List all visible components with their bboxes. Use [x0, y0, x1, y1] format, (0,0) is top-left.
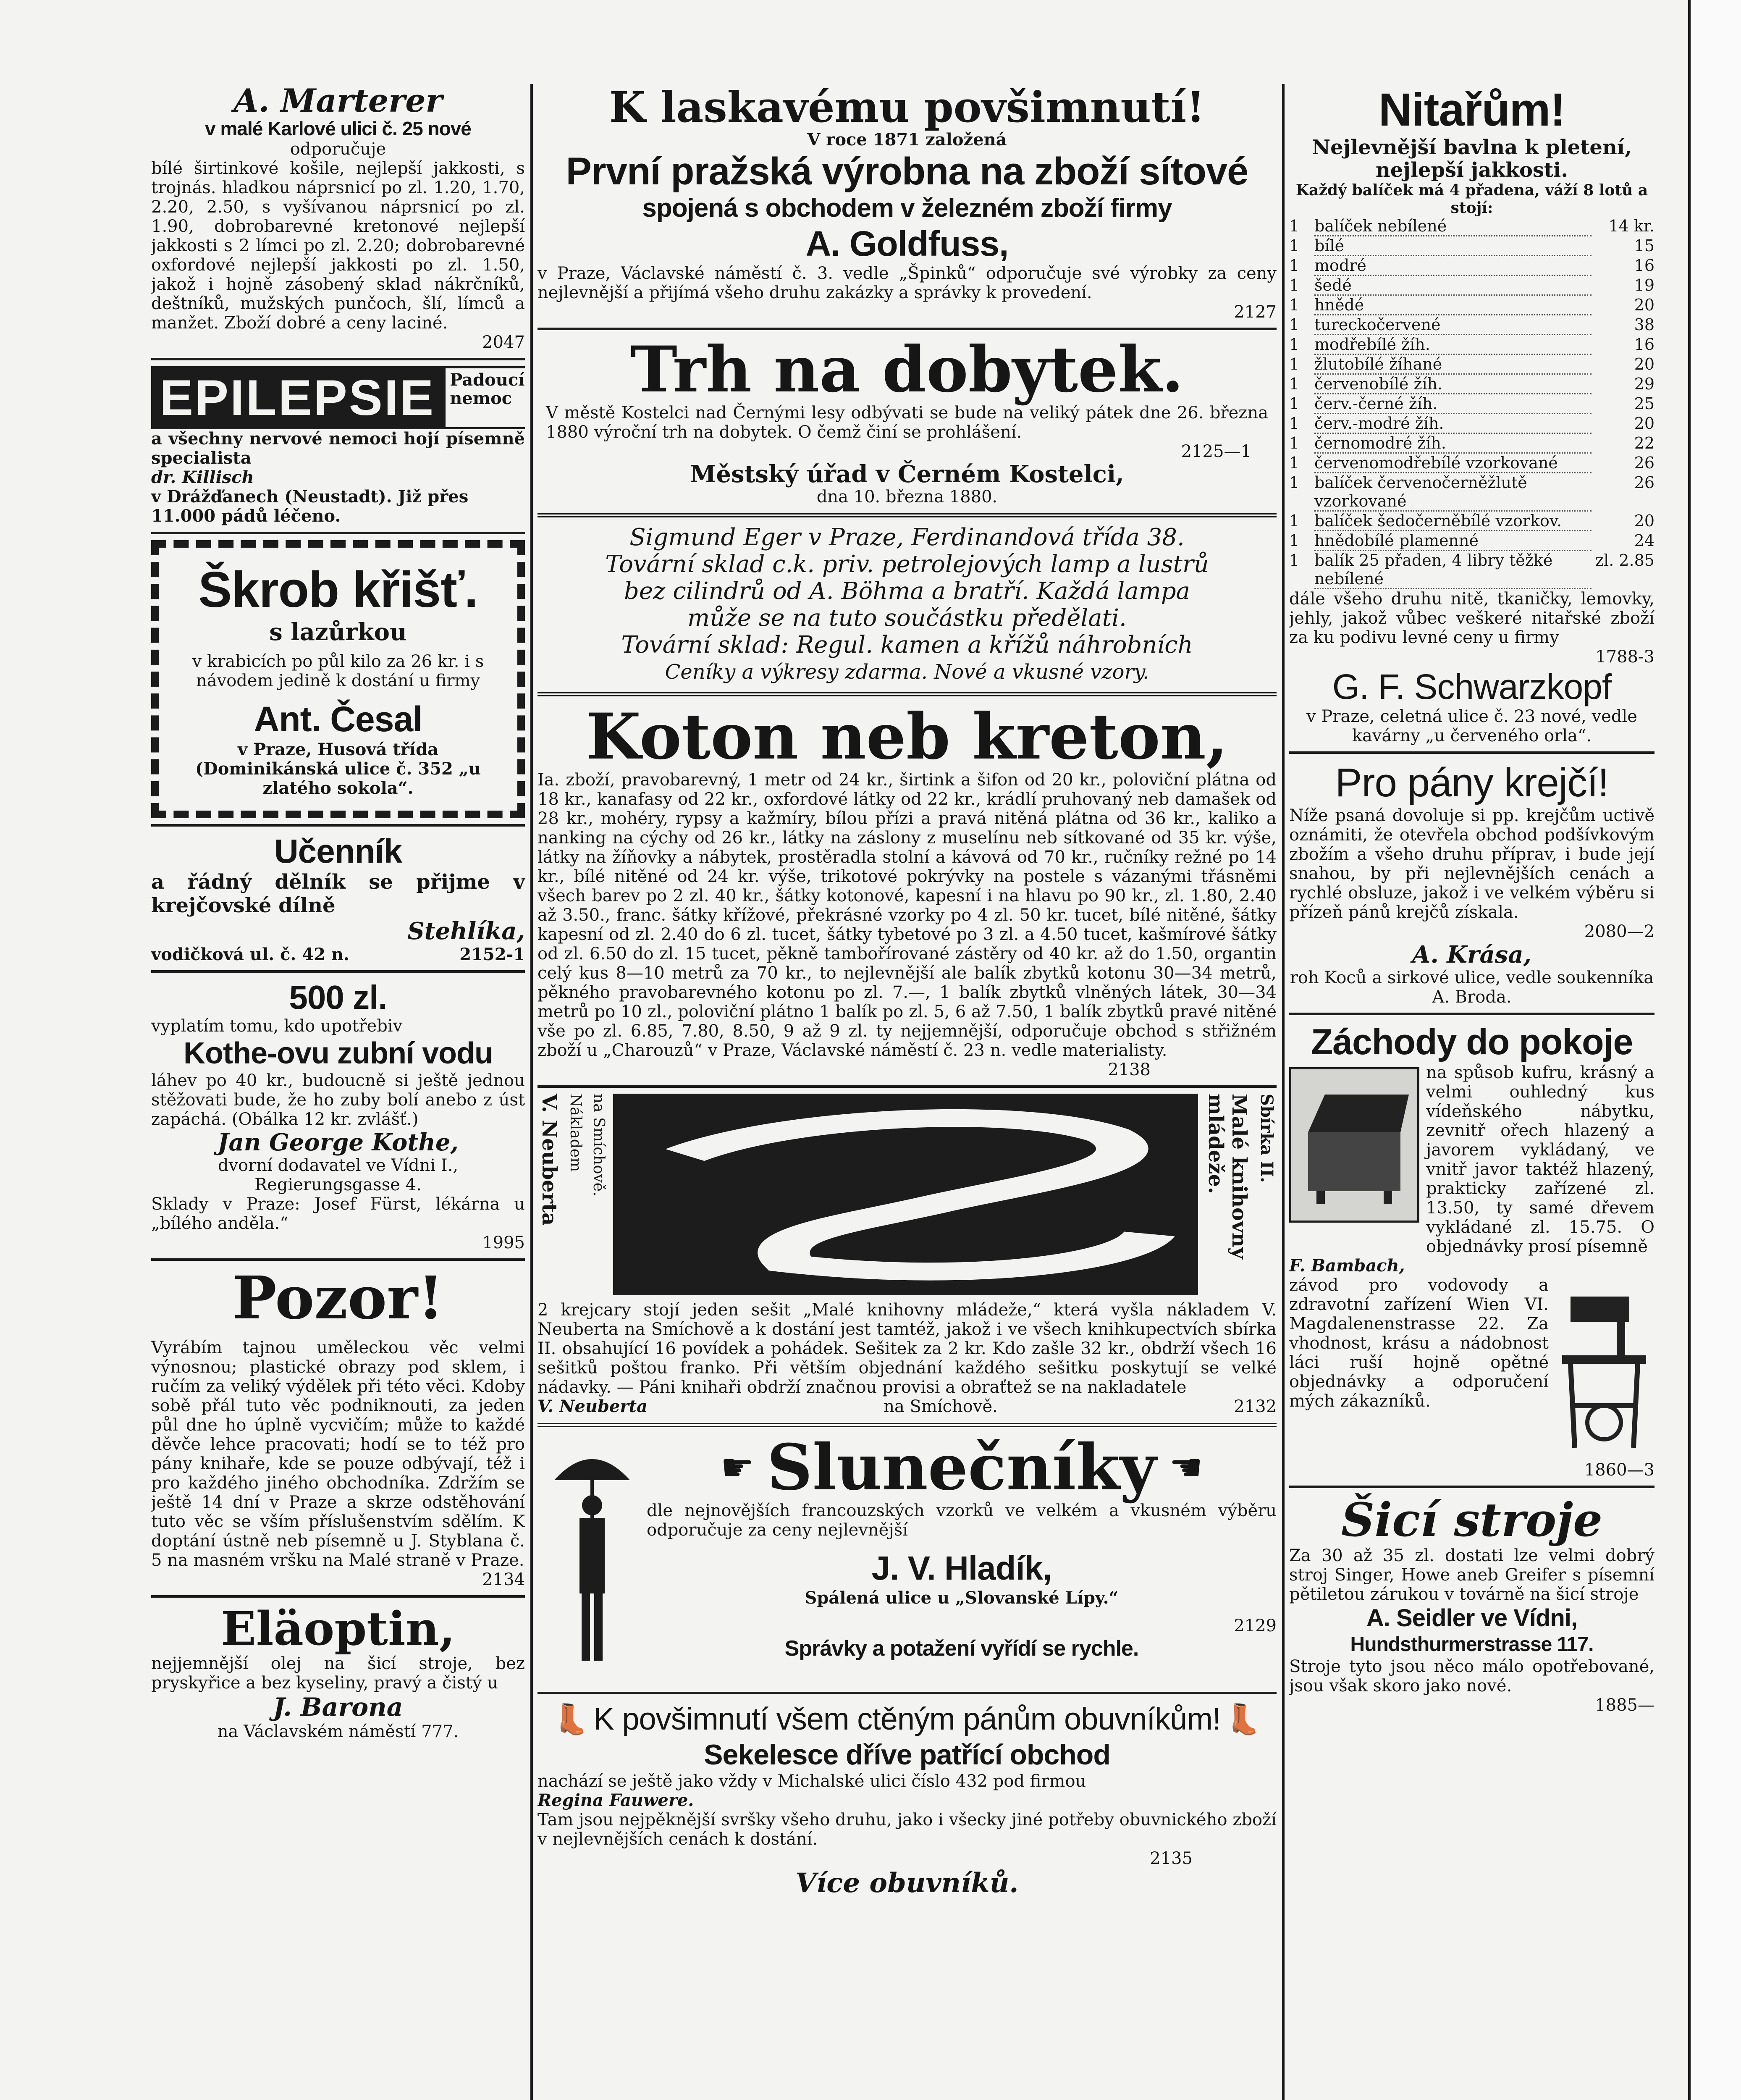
ad-body: a všechny nervové nemoci hojí písemně specialista	[151, 429, 525, 468]
ad-address: v Praze, celetná ulice č. 23 nové, vedle kavárny „u červeného orla“.	[1306, 707, 1637, 746]
divider	[151, 358, 525, 360]
ad-epilepsie	[151, 366, 525, 526]
ad-body: v krabicích po půl kilo za 26 kr. i s návodem jedině k dostání u firmy	[192, 652, 484, 690]
ad-title: Trh na dobytek.	[630, 333, 1184, 407]
ad-skrob	[151, 540, 525, 818]
price-qty: 1	[1289, 454, 1300, 472]
ad-neubert	[538, 1094, 1277, 1416]
price-row	[1289, 531, 1654, 551]
ad-body: Stroje tyto jsou něco málo opotřebované, jsou však skoro jako nové.	[1289, 1657, 1654, 1696]
price-row	[1289, 454, 1654, 473]
price-qty: 1	[1289, 296, 1300, 314]
ad-price: 500 zl.	[289, 979, 387, 1016]
price-qty: 1	[1289, 335, 1300, 354]
price-item: tureckočervené	[1314, 315, 1592, 335]
ad-line: může se na tuto součástku předělati.	[687, 604, 1127, 632]
ad-title: Eläoptin,	[220, 1601, 456, 1656]
ad-firm: Regina Fauwere.	[538, 1790, 694, 1810]
price-qty: 1	[1289, 434, 1300, 452]
ad-number: 1788-3	[1595, 647, 1654, 667]
ad-info: Každý balíček má 4 přadena, váží 8 lotů a stojí:	[1295, 181, 1648, 217]
price-item: bílé	[1314, 236, 1592, 256]
ad-subheadline: spojená s obchodem v železném zboží firmy	[642, 194, 1172, 223]
price-value: 20	[1634, 414, 1654, 433]
price-value: 20	[1634, 355, 1654, 373]
ad-body: láhev po 40 kr., budoucně si ještě jednou stěžovati bude, že ho zuby bolí anebo z úst zapáchá. (Obálka 12 kr. zvlášť.)	[151, 1071, 525, 1129]
ad-body: Vyrábím tajnou uměleckou věc velmi výnosnou; plastické obrazy pod sklem, i ručím za veliký výdělek při této věci. Kdoby sobě přál tuto věc podniknouti, za jeden půl dne ho úplně vycvičím; může to každé děvče lehce pracovati; hodí se to též pro pány knihaře, kde se pouze odbývají, též i pro každého jiného obchodníka. Zdržím se ještě 14 dní v Praze a skrze odstěhování tuto věc se vším příslušenstvím sdělím. K doptání ústně neb písemně u J. Styblana č. 5 na masném vršku na Malé straně v Praze.	[151, 1338, 525, 1570]
ad-title: Nitařům!	[1378, 84, 1565, 136]
column-rule	[530, 84, 533, 2100]
price-value: 20	[1634, 512, 1654, 530]
ad-obuv	[538, 1700, 1277, 1898]
ad-name: J. Barona	[273, 1693, 403, 1722]
ad-text: odporučuje	[290, 139, 386, 159]
column-left	[151, 84, 525, 2100]
ad-title: Kothe-ovu zubní vodu	[184, 1037, 493, 1070]
ad-body: 2 krejcary stojí jeden sešit „Malé knihovny mládeže,“ která vyšla nákladem V. Neuberta na Smíchově a k dostání jest tamtéž, jakož i ve všech knihkupectvích sbírka II. obsahující 16 povídek a pohádek. Sešitek za 2 kr. Kdo zašle 32 kr., obdrží všech 16 sešitků poštou franko. Při větším objednání každého sešitku poskytují se velké nádavky. — Páni knihaři obdrží značnou provisi a obraťtež se na nakladatele	[538, 1300, 1277, 1397]
ad-body: dále všeho druhu nitě, tkaničky, lemovky, jehly, jakož vůbec veškeré nitařské zboží za ku podivu levné ceny u firmy	[1289, 589, 1654, 647]
ad-name: V. Neuberta	[538, 1396, 648, 1416]
ad-subtitle: Nejlevnější bavlna k pletení, nejlepší jakkosti.	[1312, 136, 1632, 182]
ad-body: na spůsob kufru, krásný a velmi ouhledný kus vídeňského nábytku, zevnitř ořech hlazený a javorem vykládaný, ve vnitř javor taktéž hlazený, prakticky zařízené zl. 13.50, ty samé dřevem vykládané zl. 15.75. O objednávky prosí písemně	[1426, 1063, 1654, 1256]
ad-number: 2047	[482, 333, 525, 352]
ad-hladik	[538, 1431, 1277, 1686]
ad-number: 2127	[1234, 302, 1277, 322]
price-item: černomodré žíh.	[1314, 434, 1592, 454]
ad-koton	[538, 700, 1277, 1079]
ad-name: J. V. Hladík,	[871, 1549, 1052, 1587]
ad-line: Sigmund Eger v Praze, Ferdinandová třída 38.	[629, 524, 1185, 551]
price-item: balíček červenočerněžlutě vzorkované	[1314, 473, 1592, 512]
price-item: hnědé	[1314, 296, 1592, 315]
ad-body: Tam jsou nejpěknější svršky všeho druhu, jako i všecky jiné potřeby obuvnického zboží v nejlevnějších cenách k dostání.	[538, 1810, 1277, 1849]
price-qty: 1	[1289, 414, 1300, 433]
ad-address: Spálená ulice u „Slovanské Lípy.“	[805, 1588, 1119, 1608]
price-qty: 1	[1289, 551, 1300, 570]
ad-date: dna 10. března 1880.	[816, 487, 998, 507]
divider	[538, 1692, 1277, 1694]
price-qty: 1	[1289, 217, 1300, 235]
divider	[1289, 751, 1654, 754]
ad-name: F. Bambach,	[1289, 1256, 1405, 1276]
ad-title: Učenník	[274, 832, 402, 870]
divider	[538, 1085, 1277, 1088]
ad-signature: Více obuvníků.	[795, 1867, 1019, 1899]
ad-firm: Ant. Česal	[254, 699, 422, 739]
ad-sici-stroje	[1289, 1494, 1654, 1715]
shoe-icon: 👢	[1224, 1701, 1261, 1736]
ad-number: 1885—	[1595, 1696, 1654, 1715]
ad-body: nejjemnější olej na šicí stroje, bez pryskyřice a bez kyseliny, pravý a čistý u	[151, 1654, 525, 1693]
price-qty: 1	[1289, 276, 1300, 294]
divider	[538, 1423, 1277, 1427]
pointing-hand-icon: ☛	[720, 1445, 755, 1490]
ad-address: v malé Karlové ulici č. 25 nové	[205, 118, 471, 139]
ad-trh	[538, 333, 1277, 507]
ad-number: 2129	[1234, 1616, 1277, 1635]
column-rule	[1282, 84, 1285, 2100]
price-row	[1289, 217, 1654, 236]
price-qty: 1	[1289, 473, 1300, 492]
ad-address: roh Koců a sirkové ulice, vedle soukenníka A. Broda.	[1290, 968, 1654, 1007]
ad-text: vyplatím tomu, kdo upotřebiv	[151, 1016, 403, 1036]
price-row	[1289, 296, 1654, 315]
ad-ucennik	[151, 832, 525, 964]
divider	[151, 970, 525, 973]
ad-title: Záchody do pokoje	[1311, 1022, 1633, 1062]
ad-text: V roce 1871 založená	[807, 130, 1007, 150]
price-value: 25	[1634, 394, 1654, 413]
ad-body: bílé širtinkové košile, nejlepší jakkosti, s trojnás. hladkou náprsnicí po zl. 1.20, 1.70, 2.20, 2.50, s vyšívanou náprsnicí po zl. 1.90, dobrobarevné kretonové nejlepší jakkosti s 2 límci po zl. 2.20; dobrobarevné oxfordové nejlepší jakkosti po zl. 1.50, jakož i hojně zásobený sklad nákrčníků, deštníků, mužských punčoch, šlí, límců a manžet. Zboží dobré a ceny laciné.	[151, 159, 525, 333]
scan-edge	[1688, 0, 1741, 2100]
newspaper-page	[151, 84, 1654, 2100]
divider	[538, 692, 1277, 696]
divider	[151, 824, 525, 827]
price-row	[1289, 414, 1654, 434]
price-value: 16	[1634, 256, 1654, 275]
ad-line: Tovární sklad c.k. priv. petrolejových lamp a lustrů	[605, 551, 1209, 578]
ad-number: 2132	[1234, 1397, 1277, 1416]
price-item: balíček nebílené	[1314, 217, 1592, 236]
price-qty: 1	[1289, 355, 1300, 373]
umbrella-man-illustration	[538, 1434, 647, 1686]
ad-name: Stehlíka,	[407, 917, 525, 945]
ad-kothe	[151, 979, 525, 1252]
ad-title: K laskavému povšimnutí!	[609, 84, 1205, 132]
ad-address: vodičková ul. č. 42 n.	[151, 945, 349, 964]
ad-zachody	[1289, 1021, 1654, 1480]
ad-title: Pozor!	[232, 1264, 444, 1333]
price-row	[1289, 236, 1654, 256]
price-row	[1289, 315, 1654, 335]
ad-headline: První pražská výrobna na zboží sítové	[566, 150, 1248, 193]
price-qty: 1	[1289, 512, 1300, 530]
ad-body: v Drážďanech (Neustadt). Již přes 11.000 pádů léčeno.	[151, 487, 469, 526]
price-value: 29	[1634, 375, 1654, 393]
ad-footer: Správky a potažení vyřídí se rychle.	[784, 1636, 1139, 1661]
ad-number: 1995	[482, 1233, 525, 1252]
toilet-cabinet-illustration	[1289, 1067, 1419, 1223]
ad-marterer	[151, 84, 525, 352]
ad-side-text: Malé knihovny mládeže.	[1204, 1094, 1251, 1259]
price-qty: 1	[1289, 236, 1300, 255]
price-row	[1289, 355, 1654, 375]
price-list	[1289, 217, 1654, 589]
ad-name: A. Krása,	[1412, 941, 1532, 969]
price-value: 26	[1634, 454, 1654, 472]
shoe-icon: 👢	[553, 1701, 590, 1736]
ad-name: Jan George Kothe,	[217, 1129, 459, 1156]
price-value: 16	[1634, 335, 1654, 354]
ad-side-text: V. Neuberta	[538, 1094, 561, 1226]
price-value: 26	[1634, 473, 1654, 492]
price-value: 24	[1634, 531, 1654, 550]
ad-krejci	[1289, 760, 1654, 1007]
ad-address: Hundsthurmerstrasse 117.	[1350, 1633, 1594, 1656]
divider	[538, 513, 1277, 517]
price-item: červ.-černé žíh.	[1314, 394, 1592, 414]
ad-line: Tovární sklad: Regul. kamen a křížů náhrobních	[621, 631, 1193, 659]
ad-number: 2125—1	[1181, 442, 1251, 461]
price-qty: 1	[1289, 531, 1300, 550]
price-value: 22	[1634, 434, 1654, 452]
ad-title: Koton neb kreton,	[586, 700, 1228, 774]
price-item: žlutobílé žíhané	[1314, 355, 1592, 375]
price-qty: 1	[1289, 394, 1300, 413]
price-item: červ.-modré žíh.	[1314, 414, 1592, 434]
price-qty: 1	[1289, 375, 1300, 393]
price-item: červenobílé žíh.	[1314, 375, 1592, 394]
ad-subtitle: s lazůrkou	[269, 618, 407, 646]
price-row	[1289, 335, 1654, 355]
ad-side-text: na Smíchově.	[590, 1094, 607, 1197]
ad-number: 2135	[1150, 1849, 1193, 1868]
ad-body: dle nejnovějších francouzských vzorků ve velkém a vkusném výběru odporučuje za ceny nejlevnější	[647, 1501, 1277, 1540]
column-right	[1289, 84, 1654, 2100]
ad-number: 2080—2	[1584, 922, 1654, 941]
ad-number: 2152-1	[459, 945, 525, 964]
ad-number: 2138	[1108, 1060, 1151, 1079]
price-row	[1289, 473, 1654, 512]
ad-firm: A. Seidler ve Vídni,	[1366, 1604, 1578, 1632]
ad-line: bez cilindrů od A. Böhma a bratří. Každá lampa	[624, 578, 1190, 605]
ad-body: v Praze, Václavské náměstí č. 3. vedle „Špinků“ odporučuje své výrobky za ceny nejlevnější a přijímá všeho druhu zakázky a správky k provedení.	[538, 264, 1277, 302]
price-row	[1289, 276, 1654, 296]
price-item: modré	[1314, 256, 1592, 276]
column-middle	[538, 84, 1277, 2100]
ad-title: Šicí stroje	[1341, 1493, 1603, 1547]
ad-nitari	[1289, 84, 1654, 746]
illustration-graphic	[613, 1094, 1198, 1295]
ad-stores: Sklady v Praze: Josef Fürst, lékárna u „bílého anděla.“	[151, 1194, 525, 1233]
price-value: zl. 2.85	[1595, 551, 1654, 570]
ad-side-text: Nákladem	[567, 1094, 584, 1172]
price-item: balíček šedočerněbílé vzorkov.	[1314, 512, 1592, 531]
price-value: 20	[1634, 296, 1654, 314]
ad-subtitle: Sekelesce dříve patřící obchod	[704, 1739, 1110, 1771]
ad-pozor	[151, 1264, 525, 1589]
price-value: 14 kr.	[1608, 217, 1654, 235]
ad-firm: A. Goldfuss,	[805, 224, 1009, 263]
ad-body: Ia. zboží, pravobarevný, 1 metr od 24 kr., širtink a šifon od 20 kr., poloviční plátna od 18 kr., kanafasy od 22 kr., oxfordové látky od 22 kr., krádlí pruhovaný neb damašek od 28 kr., mohéry, rypsy a kažmíry, bílou přízi a pravá nitěná plátna od 36 kr., kaliko a nanking na cýchy od 26 kr., látky na záslony z muselínu neb sítkované od 35 kr. výše, látky na žíňovky a nábytek, prostěradla stolní a kávová od 70 kr., ručníky režné po 14 kr., bílé nitěné od 24 kr. výše, trikotové pokrývky na postele s vázanými třásněmi všech barev po 2 zl. 40 kr., šátky kotonové, kapesní i na hlavu po 90 kr., zl. 1.80, 2.40 až 3.50., franc. šátky křížové, překrásné vzorky po 4 zl. 50 kr. tucet, bílé nitěné, šátky kapesní od zl. 2.40 do 6 zl. tucet, šátky tybetové po 3 zl. a 4.50 tucet, kašmírové šátky od zl. 6.50 do zl. 15 tucet, pěkně tambořírované zástěry od 40 kr. až do 1.50, organtin celý kus 8—10 metrů za 70 kr., to nejlevnější ale balík zbytků kotonu 30—34 metrů, pěkného pravobarevného kotonu po zl. 7.—, 1 balík zbytků vlněných látek, 30—34 metrů po 10 zl., poloviční plátno 1 balík po zl. 5, 6 až 7.50, 1 balík zbytků pravé nitěné vše po zl. 6.85, 7.80, 8.50, 9 až 9 zl. ty nejjemnější, odporučuje obchod s střižném zboží u „Charouzů“ v Praze, Václavské náměstí č. 23 n. vedle materialisty.	[538, 770, 1277, 1060]
price-qty: 1	[1289, 315, 1300, 334]
ad-body: nachází se ještě jako vždy v Michalské ulici číslo 432 pod firmou	[538, 1772, 1086, 1791]
ad-eger	[538, 524, 1277, 685]
ad-address: v Praze, Husová třída (Dominikánská ulice č. 352 „u zlatého sokola“.	[195, 740, 481, 798]
price-item: hnědobílé plamenné	[1314, 531, 1592, 551]
ad-body: Níže psaná dovoluje si pp. krejčům uctivě oznámiti, že otevřela obchod podšívkovým zbožím a všeho druhu příprav, i bude její snahou, by při nejlevnějších cenách a rychlé obsluze, jakož i ve velkém výběru si přízeň pánů krejčů získala.	[1289, 806, 1654, 922]
divider	[538, 328, 1277, 330]
price-row	[1289, 394, 1654, 414]
price-qty: 1	[1289, 256, 1300, 275]
ad-firm: G. F. Schwarzkopf	[1332, 667, 1612, 706]
price-row	[1289, 512, 1654, 531]
divider	[1289, 1486, 1654, 1488]
price-value: 38	[1634, 315, 1654, 334]
price-item: balík 25 přaden, 4 libry těžké nebílené	[1314, 551, 1592, 589]
price-row	[1289, 375, 1654, 394]
ad-title: Škrob křišť.	[198, 562, 478, 618]
divider	[151, 532, 525, 534]
ad-number: 2134	[482, 1570, 525, 1589]
sewing-machine-illustration	[1554, 1276, 1654, 1460]
ad-office: Městský úřad v Černém Kostelci,	[690, 460, 1124, 488]
ad-title: Slunečníky	[767, 1431, 1156, 1504]
ad-title: K povšimnutí všem ctěným pánům obuvníkům!	[593, 1701, 1221, 1736]
ad-side-text: Sbírka II.	[1257, 1094, 1277, 1183]
ad-address: na Václavském náměstí 777.	[217, 1722, 459, 1741]
price-item: šedé	[1314, 276, 1592, 296]
price-item: modřebílé žíh.	[1314, 335, 1592, 355]
ad-doctor: dr. Killisch	[151, 467, 254, 487]
divider	[1289, 1013, 1654, 1015]
ad-body: závod pro vodovody a zdravotní zařízení Wien VI. Magdalenenstrasse 22. Za vhodnost, krásu a nádobnost láci ruší hojně opětné objednávky a odporučení mých zákazníků.	[1289, 1276, 1549, 1411]
ad-goldfuss	[538, 84, 1277, 322]
divider	[151, 1258, 525, 1261]
ad-title: A. Marterer	[233, 84, 443, 119]
ad-side-label: Padoucí nemoc	[443, 366, 525, 429]
ad-title: Pro pány krejčí!	[1335, 760, 1609, 805]
price-row	[1289, 551, 1654, 589]
ad-line: Ceníky a výkresy zdarma. Nové a vkusné vzory.	[665, 660, 1149, 684]
price-value: 19	[1634, 276, 1654, 294]
ad-address: dvorní dodavatel ve Vídni I., Regierungsgasse 4.	[218, 1156, 459, 1194]
ad-body: a řádný dělník se přijme v krejčovské dílně	[151, 870, 525, 917]
divider	[151, 1595, 525, 1598]
ad-body: V městě Kostelci nad Černými lesy odbývati se bude na veliký pátek dne 26. března 1880 výroční trh na dobytek. O čemž činí se prohlášení.	[546, 403, 1268, 442]
pointing-hand-icon: ☛	[1169, 1445, 1203, 1490]
ad-number: 1860—3	[1584, 1460, 1654, 1480]
price-item: červenomodřebílé vzorkované	[1314, 454, 1592, 473]
price-row	[1289, 434, 1654, 454]
ad-elaoptin	[151, 1601, 525, 1741]
ad-body: Za 30 až 35 zl. dostati lze velmi dobrý stroj Singer, Howe aneb Greifer s písemní pětiletou zárukou v továrně na šicí stroje	[1289, 1546, 1654, 1604]
price-row	[1289, 256, 1654, 276]
ad-address: na Smíchově.	[884, 1397, 998, 1416]
price-value: 15	[1634, 236, 1654, 255]
ad-title: EPILEPSIE	[151, 366, 443, 429]
